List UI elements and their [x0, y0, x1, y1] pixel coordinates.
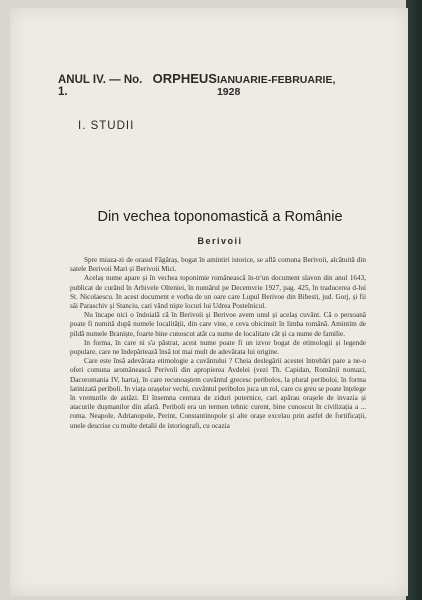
paragraph: Nu încape nici o îndoială că în Berivoii și Berivoe avem unul și acelaș cuvânt. Că o persoană poate fi numită după numele localității, din care vine, e ceva obicinuit în limba română. Amintim de pildă numele Braniște, foarte bine cunoscut atât ca nume de localitate cât și ca nume de familie. [70, 311, 366, 338]
article-subtitle: Berivoii [197, 236, 243, 246]
issue-number: ANUL IV. — No. 1. [58, 74, 143, 98]
paragraph: Care este însă adevărata etimologie a cuvântului ? Cheia deslegării acestei întrebări pare a ne-o oferi comuna aromânească Perivoli din apropierea Avdelei (vezi Th. Capidan, Românii nomazi, Dacoromania IV, harta), în care recunoaștem cuvântul grecesc peribolos, la plural periboloi, în forma latinizată periboli. In viața orașelor vechi, cuvântul peribolos juca un rol, care cu greu se poate înțelege în vremurile de astăzi. El însemna centura de ziduri puternice, cari apărau orașele de invazia și atacurile dușmanilor din afară. Periboli era un termen tehnic curent, bine cunoscut în civilizația a ... roma. Neapole, Adrianopole, Perint, Constantinopole și alte orașe excelau prin astfel de fortificații, unele descrise cu multe detalii de istoriografi, cu ocazia [70, 357, 366, 430]
journal-title: ORPHEUS [152, 71, 217, 86]
journal-header [58, 71, 358, 98]
paragraph: In forma, în care ni s'a păstrat, acest nume poate fi un izvor bogat de etimologii și legende populare, care ne îndepărtează însă tot mai mult de adevărata lui origine. [70, 338, 366, 357]
book-spine [406, 0, 422, 600]
article-body [70, 256, 366, 431]
section-heading: I. STUDII [78, 120, 135, 132]
article-title: Din vechea toponomastică a Românie [97, 209, 343, 225]
issue-date: IANUARIE-FEBRUARIE, 1928 [216, 74, 336, 98]
paragraph: Acelaș nume apare și în vechea toponimie românească în-tr'un document slavon din anul 1643, publicat de curând în Arhivele Olteniei, în numărul pe Decemvrie 1927, pag. 425, în traducerea d-lui St. Nicolaescu. In acest document e vorba de un oare care Lupul Berivoe din Bibesti, jud. Gorj, și fii săi Paraschiv și Stanciu, cari vând niște locuri lui Udrea Postelnicul. [70, 274, 366, 311]
paragraph: Spre miaza-zi de orasul Făgăraș, bogat în amintiri istorice, se află comuna Berivoii, alcătuită din satele Berivoii Mari și Berivoii Mici. [70, 256, 366, 274]
